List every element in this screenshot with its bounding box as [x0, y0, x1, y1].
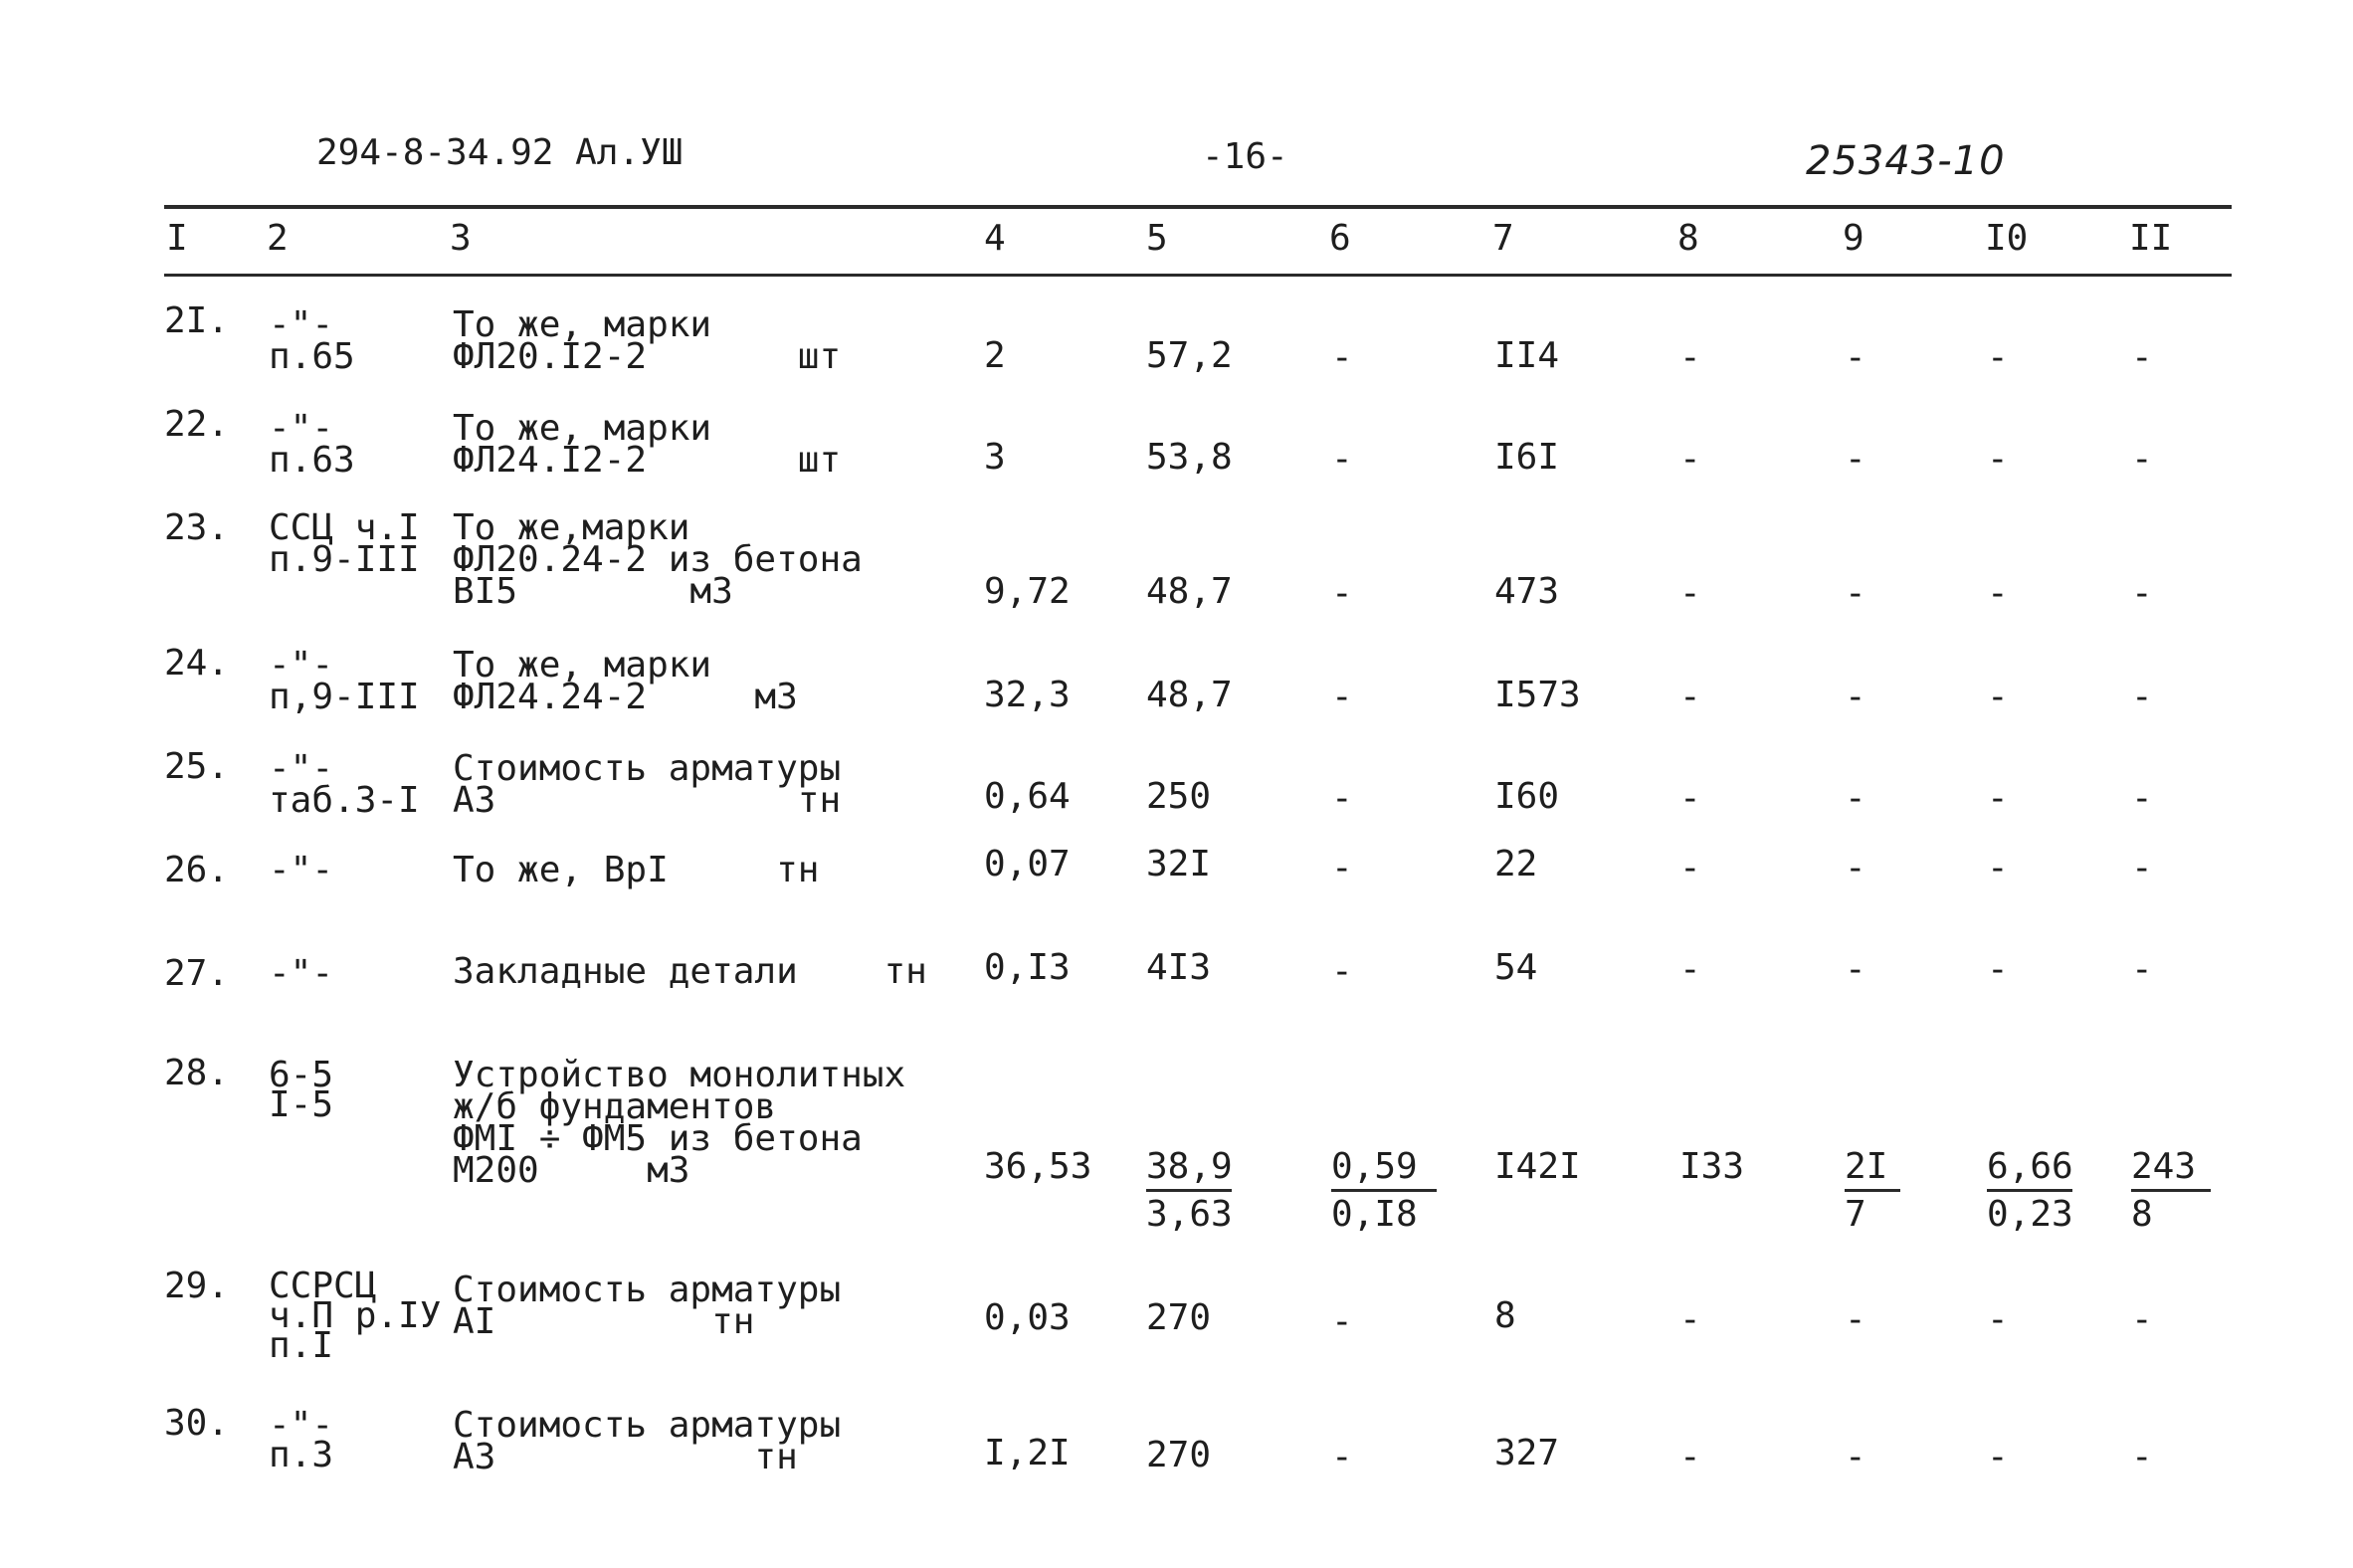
column-header: 5: [1146, 218, 1168, 259]
cell-col10: -: [1987, 1437, 2009, 1477]
cell-col10: -: [1987, 778, 2009, 819]
row-description: ФЛ24.I2-2 шт: [453, 440, 842, 481]
row-number: 2I.: [164, 300, 230, 341]
row-reference: -"-: [269, 953, 334, 994]
cell-col11: -: [2131, 1299, 2153, 1340]
column-header: II: [2129, 218, 2173, 259]
cell-col8: -: [1679, 677, 1701, 717]
cell-col6: -: [1331, 1301, 1353, 1342]
cell-col5: 32I: [1146, 844, 1212, 884]
cell-col7: 54: [1494, 947, 1538, 988]
column-header: 8: [1677, 218, 1699, 259]
column-header: I: [166, 218, 188, 259]
row-reference: п.63: [269, 440, 355, 481]
column-header: 4: [984, 218, 1006, 259]
cell-col10: -: [1987, 677, 2009, 717]
row-description: М200 м3: [453, 1150, 690, 1191]
cell-col9: -: [1845, 1299, 1866, 1340]
cell-col7: 8: [1494, 1295, 1516, 1336]
cell-col9: -: [1845, 677, 1866, 717]
cell-col11-numerator: 243: [2131, 1150, 2211, 1192]
row-description: BI5 м3: [453, 571, 733, 612]
cell-col5: 4I3: [1146, 947, 1212, 988]
cell-col6-numerator: 0,59: [1331, 1150, 1437, 1192]
cell-col10-numerator: 6,66: [1987, 1150, 2072, 1192]
table-top-rule: [164, 205, 2232, 209]
cell-col11: -: [2131, 848, 2153, 888]
row-number: 25.: [164, 746, 230, 787]
cell-col8: -: [1679, 439, 1701, 480]
column-header: 2: [267, 218, 289, 259]
row-description: ФЛ20.I2-2 шт: [453, 336, 842, 377]
cell-col9-denominator: 7: [1845, 1194, 1866, 1235]
cell-col10: -: [1987, 337, 2009, 378]
cell-col6: -: [1331, 848, 1353, 888]
row-number: 27.: [164, 953, 230, 994]
cell-col5: 250: [1146, 776, 1212, 817]
column-header: 3: [450, 218, 472, 259]
cell-col4: 0,07: [984, 844, 1071, 884]
row-description: АI тн: [453, 1301, 755, 1342]
cell-col10-denominator: 0,23: [1987, 1194, 2073, 1235]
cell-col8: -: [1679, 337, 1701, 378]
cell-col7: I42I: [1494, 1146, 1581, 1187]
row-reference: п,9-III: [269, 677, 420, 717]
cell-col7: 22: [1494, 844, 1538, 884]
cell-col10: -: [1987, 573, 2009, 614]
cell-col8: -: [1679, 949, 1701, 990]
cell-col10: -: [1987, 848, 2009, 888]
row-number: 24.: [164, 643, 230, 684]
document-code: 294-8-34.92 Ал.УШ: [316, 132, 684, 173]
cell-col6: -: [1331, 439, 1353, 480]
cell-col8: I33: [1679, 1146, 1745, 1187]
row-description: То же,марки: [453, 507, 690, 548]
row-description: Стоимость арматуры: [453, 1270, 842, 1310]
row-reference: п.9-III: [269, 539, 420, 580]
row-description: ФМI ÷ ФМ5 из бетона: [453, 1118, 863, 1159]
cell-col7: I573: [1494, 675, 1581, 715]
row-reference: п.I: [269, 1325, 334, 1366]
row-reference: -"-: [269, 645, 334, 686]
row-description: ж/б фундаментов: [453, 1086, 777, 1127]
cell-col5: 270: [1146, 1297, 1212, 1338]
cell-col9: -: [1845, 439, 1866, 480]
cell-col4: 9,72: [984, 571, 1071, 612]
row-description: Стоимость арматуры: [453, 748, 842, 789]
cell-col4: 0,03: [984, 1297, 1071, 1338]
cell-col4: 0,I3: [984, 947, 1071, 988]
row-reference: I-5: [269, 1084, 334, 1125]
row-number: 23.: [164, 507, 230, 548]
cell-col6-denominator: 0,I8: [1331, 1194, 1418, 1235]
cell-col4: 3: [984, 437, 1006, 478]
cell-col6: -: [1331, 1437, 1353, 1477]
row-description: Устройство монолитных: [453, 1055, 906, 1095]
row-number: 28.: [164, 1053, 230, 1093]
cell-col9: -: [1845, 778, 1866, 819]
row-reference: таб.3-I: [269, 780, 420, 821]
cell-col9: -: [1845, 1437, 1866, 1477]
cell-col9: -: [1845, 848, 1866, 888]
sheet-reference: 25343-10: [1806, 138, 2006, 184]
row-reference: ССЦ ч.I: [269, 507, 420, 548]
cell-col9: -: [1845, 949, 1866, 990]
cell-col11: -: [2131, 949, 2153, 990]
cell-col8: -: [1679, 1437, 1701, 1477]
row-number: 22.: [164, 404, 230, 445]
cell-col10: -: [1987, 1299, 2009, 1340]
cell-col5: 53,8: [1146, 437, 1233, 478]
column-header: I0: [1985, 218, 2029, 259]
cell-col10: -: [1987, 949, 2009, 990]
cell-col4: 2: [984, 335, 1006, 376]
column-header: 6: [1329, 218, 1351, 259]
cell-col6: -: [1331, 951, 1353, 992]
cell-col8: -: [1679, 778, 1701, 819]
row-description: А3 тн: [453, 780, 842, 821]
cell-col11: -: [2131, 337, 2153, 378]
cell-col7: I60: [1494, 776, 1560, 817]
row-reference: 6-5: [269, 1055, 334, 1095]
cell-col6: -: [1331, 573, 1353, 614]
cell-col11-denominator: 8: [2131, 1194, 2153, 1235]
cell-col5-numerator: 38,9: [1146, 1150, 1232, 1192]
cell-col6: -: [1331, 778, 1353, 819]
row-description: То же, ВрI тн: [453, 850, 820, 890]
row-reference: -"-: [269, 304, 334, 345]
cell-col8: -: [1679, 1299, 1701, 1340]
row-description: То же, марки: [453, 645, 712, 686]
row-reference: -"-: [269, 850, 334, 890]
row-reference: -"-: [269, 1405, 334, 1446]
row-reference: п.65: [269, 336, 355, 377]
header-bottom-rule: [164, 274, 2232, 277]
cell-col4: 0,64: [984, 776, 1071, 817]
row-reference: ч.П р.IУ: [269, 1295, 442, 1336]
column-header: 7: [1492, 218, 1514, 259]
row-number: 30.: [164, 1403, 230, 1444]
cell-col5: 270: [1146, 1435, 1212, 1475]
cell-col5: 48,7: [1146, 571, 1233, 612]
cell-col7: II4: [1494, 335, 1560, 376]
cell-col5: 48,7: [1146, 675, 1233, 715]
cell-col5: 57,2: [1146, 335, 1233, 376]
cell-col11: -: [2131, 439, 2153, 480]
row-reference: п.3: [269, 1435, 334, 1475]
cell-col11: -: [2131, 573, 2153, 614]
cell-col9-numerator: 2I: [1845, 1150, 1900, 1192]
cell-col11: -: [2131, 677, 2153, 717]
cell-col8: -: [1679, 848, 1701, 888]
cell-col4: I,2I: [984, 1433, 1071, 1473]
row-number: 29.: [164, 1266, 230, 1306]
cell-col9: -: [1845, 573, 1866, 614]
cell-col7: 473: [1494, 571, 1560, 612]
cell-col6: -: [1331, 677, 1353, 717]
row-description: Стоимость арматуры: [453, 1405, 842, 1446]
column-header: 9: [1843, 218, 1864, 259]
row-number: 26.: [164, 850, 230, 890]
cell-col4: 36,53: [984, 1146, 1092, 1187]
cell-col11: -: [2131, 1437, 2153, 1477]
row-reference: ССРСЦ: [269, 1266, 377, 1306]
cell-col10: -: [1987, 439, 2009, 480]
cell-col5-denominator: 3,63: [1146, 1194, 1233, 1235]
cell-col8: -: [1679, 573, 1701, 614]
row-description: ФЛ20.24-2 из бетона: [453, 539, 863, 580]
cell-col4: 32,3: [984, 675, 1071, 715]
row-description: ФЛ24.24-2 м3: [453, 677, 798, 717]
cell-col6: -: [1331, 337, 1353, 378]
cell-col11: -: [2131, 778, 2153, 819]
page-number: -16-: [1202, 136, 1288, 177]
row-description: То же, марки: [453, 304, 712, 345]
cell-col7: 327: [1494, 1433, 1560, 1473]
row-description: Закладные детали тн: [453, 951, 927, 992]
row-description: То же, марки: [453, 408, 712, 449]
row-reference: -"-: [269, 408, 334, 449]
row-description: А3 тн: [453, 1437, 798, 1477]
cell-col7: I6I: [1494, 437, 1560, 478]
row-reference: -"-: [269, 748, 334, 789]
cell-col9: -: [1845, 337, 1866, 378]
